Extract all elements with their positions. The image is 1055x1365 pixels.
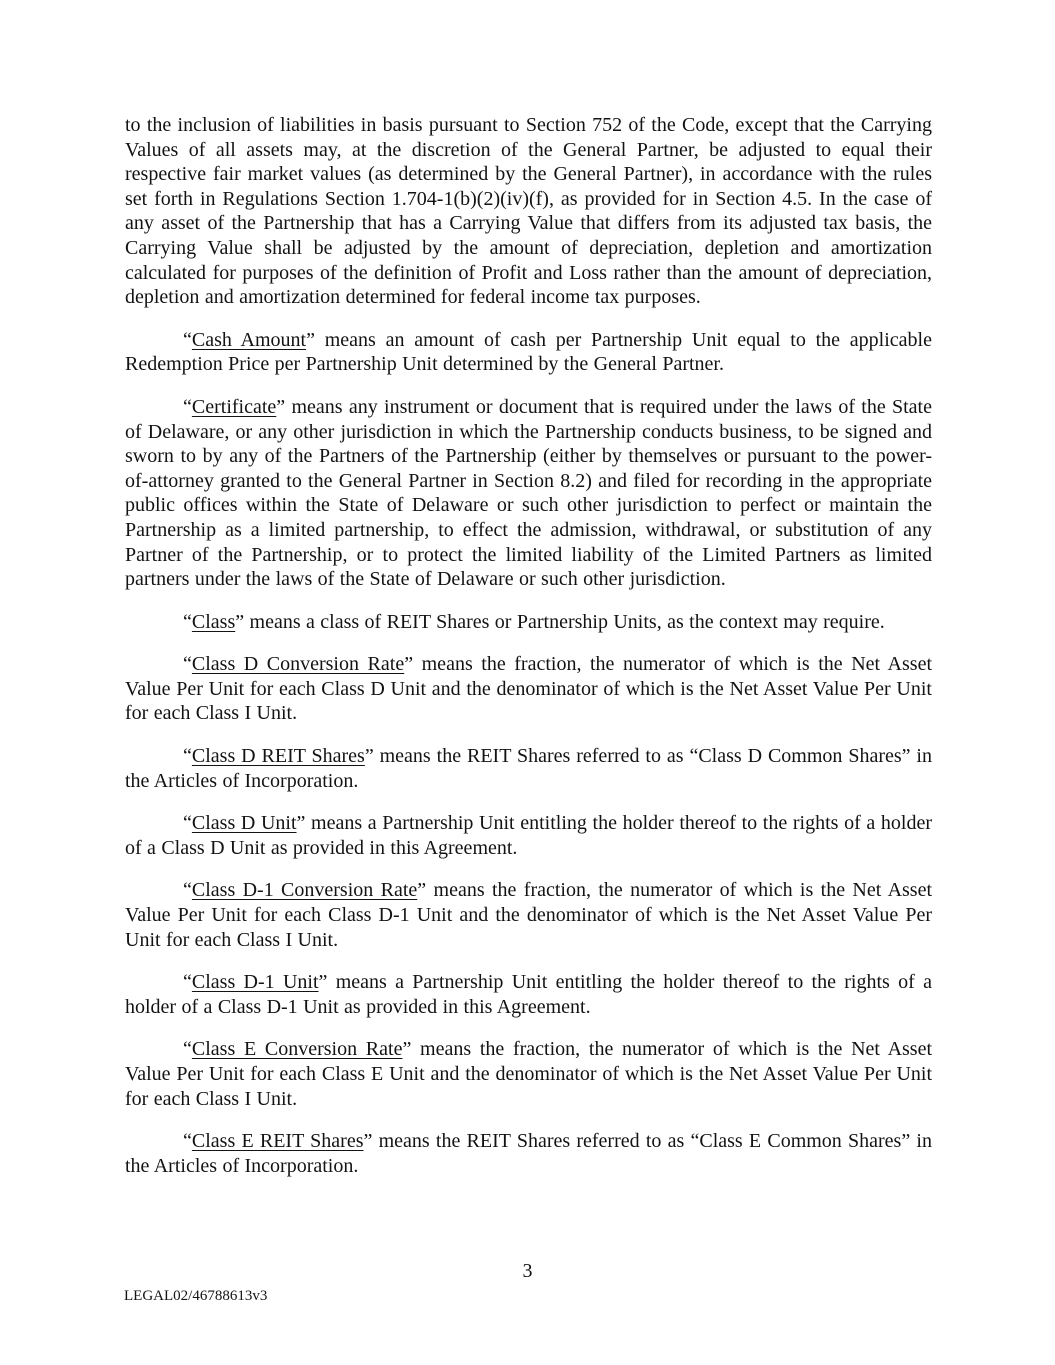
paragraph-text: ” means an amount of cash per Partnership Unit equal to the applicable Redemption Price per Partnership Unit determined by the General Partner.	[125, 328, 932, 376]
definition-paragraph	[125, 1037, 932, 1111]
definition-paragraph	[125, 1129, 932, 1178]
paragraph-text: ” means the REIT Shares referred to as “Class D Common Shares” in the Articles of Incorporation.	[125, 745, 932, 792]
open-quote: “	[183, 1130, 192, 1153]
defined-term: Cash Amount	[191, 328, 307, 351]
defined-term: Class D Unit	[191, 812, 297, 835]
definition-paragraph	[125, 610, 932, 635]
body-paragraph	[125, 113, 932, 310]
open-quote: “	[183, 610, 192, 633]
document-body	[125, 113, 932, 1178]
paragraph-text: ” means the REIT Shares referred to as “Class E Common Shares” in the Articles of Incorporation.	[125, 1130, 932, 1177]
open-quote: “	[183, 328, 192, 351]
open-quote: “	[183, 1038, 192, 1061]
open-quote: “	[183, 745, 192, 768]
definition-paragraph	[125, 328, 932, 377]
definition-paragraph	[125, 811, 932, 860]
open-quote: “	[183, 812, 192, 835]
defined-term: Class D REIT Shares	[191, 745, 365, 768]
paragraph-text: ” means a class of REIT Shares or Partnership Units, as the context may require.	[235, 610, 885, 633]
definition-paragraph	[125, 970, 932, 1019]
paragraph-text: ” means a Partnership Unit entitling the holder thereof to the rights of a holder of a Class D-1 Unit as provided in this Agreement.	[125, 971, 932, 1018]
defined-term: Certificate	[191, 395, 277, 418]
paragraph-text: ” means the fraction, the numerator of which is the Net Asset Value Per Unit for each Class E Unit and the denominator of which is the Net Asset Value Per Unit for each Class I Unit.	[125, 1038, 933, 1110]
defined-term: Class D-1 Conversion Rate	[191, 879, 418, 902]
page-number: 3	[522, 1260, 533, 1282]
open-quote: “	[183, 879, 192, 902]
definition-paragraph	[125, 395, 932, 592]
open-quote: “	[183, 653, 192, 676]
open-quote: “	[183, 395, 192, 418]
defined-term: Class D Conversion Rate	[191, 653, 405, 676]
paragraph-text: to the inclusion of liabilities in basis pursuant to Section 752 of the Code, except that the Carrying Values of all assets may, at the discretion of the General Partner, be adjusted to equal their respective fair market values (as determined by the General Partner), in accordance with the rules set forth in Regulations Section 1.704-1(b)(2)(iv)(f), as provided for in Section 4.5. In the case of any asset of the Partnership that has a Carrying Value that differs from its adjusted tax basis, the Carrying Value shall be adjusted by the amount of depreciation, depletion and amortization calculated for purposes of the definition of Profit and Loss rather than the amount of depreciation, depletion and amortization determined for federal income tax purposes.	[125, 114, 932, 309]
defined-term: Class E Conversion Rate	[191, 1038, 403, 1061]
paragraph-text: ” means any instrument or document that is required under the laws of the State of Delaware, or any other jurisdiction in which the Partnership conducts business, to be signed and sworn to by any of the Partners of the Partnership (either by themselves or pursuant to the power-of-attorney granted to the General Partner in Section 8.2) and filed for recording in the appropriate public offices within the State of Delaware or such other jurisdiction to perfect or maintain the Partnership as a limited partnership, to effect the admission, withdrawal, or substitution of any Partner of the Partnership, or to protect the limited liability of the Limited Partners as limited partners under the laws of the State of Delaware or such other jurisdiction.	[125, 395, 932, 591]
definition-paragraph	[125, 652, 932, 726]
paragraph-text: ” means the fraction, the numerator of which is the Net Asset Value Per Unit for each Class D-1 Unit and the denominator of which is the Net Asset Value Per Unit for each Class I Unit.	[125, 879, 933, 951]
definition-paragraph	[125, 744, 932, 793]
open-quote: “	[183, 971, 192, 994]
document-id-footer: LEGAL02/46788613v3	[124, 1288, 268, 1304]
defined-term: Class D-1 Unit	[191, 971, 319, 994]
defined-term: Class E REIT Shares	[191, 1130, 364, 1153]
paragraph-text: ” means the fraction, the numerator of which is the Net Asset Value Per Unit for each Class D Unit and the denominator of which is the Net Asset Value Per Unit for each Class I Unit.	[125, 653, 933, 725]
paragraph-text: ” means a Partnership Unit entitling the holder thereof to the rights of a holder of a Class D Unit as provided in this Agreement.	[125, 812, 932, 859]
defined-term: Class	[191, 610, 236, 633]
definition-paragraph	[125, 878, 932, 952]
